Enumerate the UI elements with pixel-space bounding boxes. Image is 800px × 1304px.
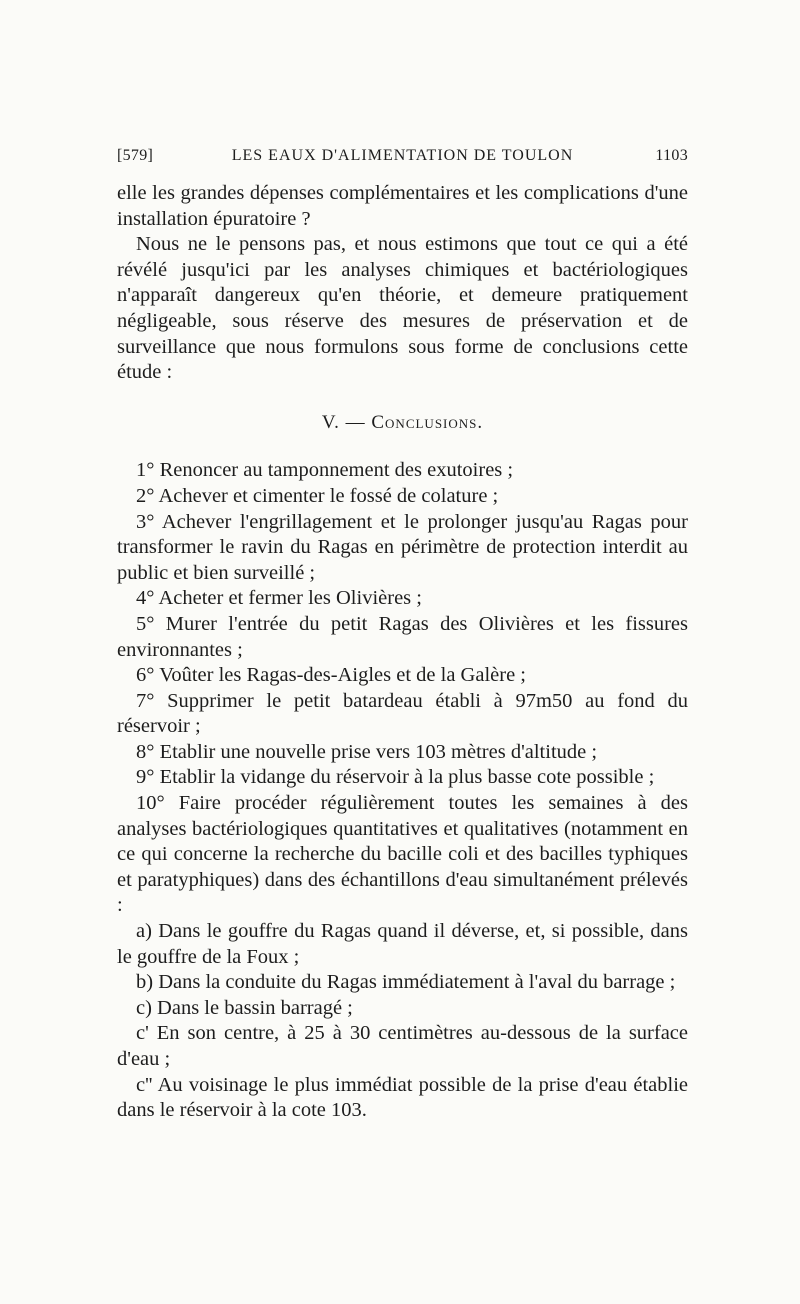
paragraph: Nous ne le pensons pas, et nous estimons que tout ce qui a été révélé jusqu'ici par les analyses chimiques et bactériologiques n'apparaît dangereux qu'en théorie, et demeure pratiquement négligeable, sous réserve des mesures de préservation et de surveillance que nous formulons sous forme de conclusions cette étude : <box>117 233 688 384</box>
sub-item: a) Dans le gouffre du Ragas quand il déverse, et, si possible, dans le gouffre de la Foux ; <box>117 920 688 968</box>
conclusion-item: 4° Acheter et fermer les Olivières ; <box>136 587 422 610</box>
page-number: 1103 <box>655 147 688 164</box>
section-numeral: V. — <box>321 411 366 433</box>
page-bracket-number: [579] <box>117 147 154 164</box>
conclusion-item: 10° Faire procéder régulièrement toutes les semaines à des analyses bactériologiques quantitatives et qualitatives (notamment en ce qui concerne la recherche du bacille coli et des bacilles typhiques et paratyphiques) dans des échantillons d'eau simultanément prélevés : <box>117 792 688 917</box>
page-body <box>117 181 688 1124</box>
section-heading <box>117 410 688 436</box>
conclusion-item: 5° Murer l'entrée du petit Ragas des Olivières et les fissures environnantes ; <box>117 612 688 661</box>
sub-item: c' En son centre, à 25 à 30 centimètres au-dessous de la surface d'eau ; <box>117 1022 688 1070</box>
sub-item: c) Dans le bassin barragé ; <box>136 996 353 1019</box>
section-title: Conclusions. <box>371 411 484 433</box>
sub-item: c'' Au voisinage le plus immédiat possible de la prise d'eau établie dans le réservoir à la cote 103. <box>117 1073 688 1122</box>
conclusion-item: 1° Renoncer au tamponnement des exutoires ; <box>136 459 514 482</box>
conclusion-item: 9° Etablir la vidange du réservoir à la plus basse cote possible ; <box>136 766 655 789</box>
conclusion-item: 3° Achever l'engrillagement et le prolonger jusqu'au Ragas pour transformer le ravin du Ragas en périmètre de protection interdit au public et bien surveillé ; <box>117 510 688 584</box>
running-title: LES EAUX D'ALIMENTATION DE TOULON <box>231 147 574 164</box>
conclusion-item: 8° Etablir une nouvelle prise vers 103 mètres d'altitude ; <box>136 740 598 763</box>
conclusion-item: 7° Supprimer le petit batardeau établi à 97m50 au fond du réservoir ; <box>117 689 688 738</box>
paragraph-continued: elle les grandes dépenses complémentaires et les complications d'une installation épuratoire ? <box>117 182 688 230</box>
conclusion-item: 2° Achever et cimenter le fossé de colature ; <box>136 484 499 507</box>
sub-item: b) Dans la conduite du Ragas immédiatement à l'aval du barrage ; <box>136 971 676 994</box>
running-header <box>117 147 688 171</box>
conclusion-item: 6° Voûter les Ragas-des-Aigles et de la Galère ; <box>136 664 526 687</box>
